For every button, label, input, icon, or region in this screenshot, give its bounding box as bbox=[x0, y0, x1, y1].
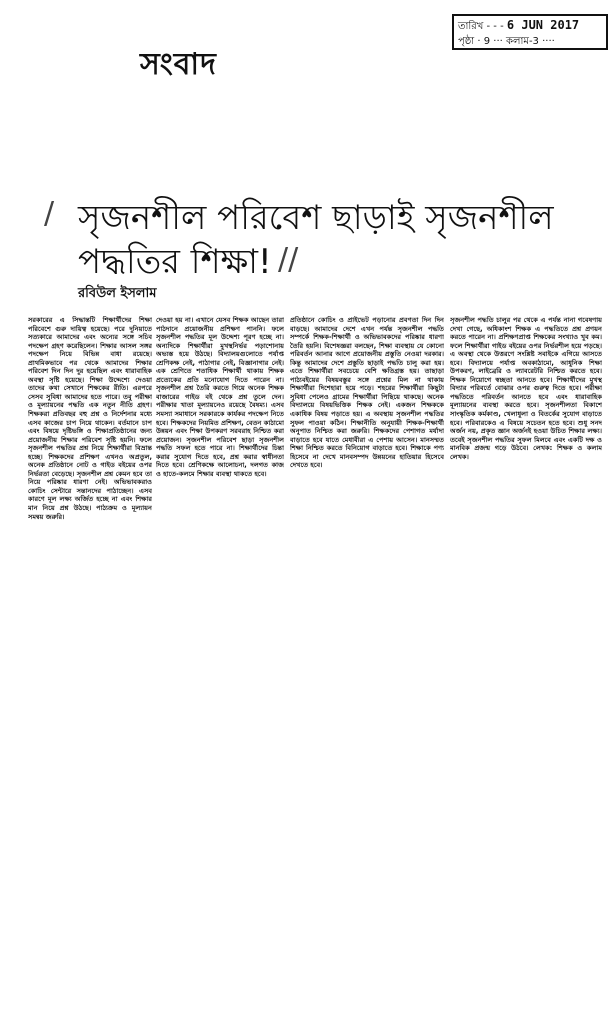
article-column-2: দেওয়া হয় না। এখানে যেসব শিক্ষক আছেন তারা পাঠদানে প্রয়োজনীয় প্রশিক্ষণ পাননি। ফলে সৃজনশীল পদ্ধতির মূল উদ্দেশ্য পূরণ হচ্ছে না। অন্যদিকে শিক্ষার্থীরা মুখস্থনির্ভর পড়াশোনায় অভ্যস্ত হয়ে উঠছে। বিদ্যালয়গুলোতে পর্যাপ্ত শ্রেণিকক্ষ নেই, পাঠাগার নেই, বিজ্ঞানাগার নেই। এক শ্রেণিতে শতাধিক শিক্ষার্থী থাকায় শিক্ষক প্রত্যেকের প্রতি মনোযোগ দিতে পারেন না। সৃজনশীল প্রশ্ন তৈরি করতে গিয়ে অনেক শিক্ষক বাজারের গাইড বই থেকে প্রশ্ন তুলে দেন। পরীক্ষার খাতা মূল্যায়নেও রয়েছে বৈষম্য। এসব সমস্যা সমাধানে সরকারকে কার্যকর পদক্ষেপ নিতে হবে। শিক্ষকদের নিয়মিত প্রশিক্ষণ, বেতন কাঠামো উন্নয়ন এবং শিক্ষা উপকরণ সরবরাহ নিশ্চিত করা প্রয়োজন। সৃজনশীল পরিবেশ ছাড়া সৃজনশীল পদ্ধতি সফল হতে পারে না। শিক্ষার্থীদের চিন্তা করার সুযোগ দিতে হবে, প্রশ্ন করার স্বাধীনতা দিতে হবে। শ্রেণিকক্ষে আলোচনা, দলগত কাজ ও হাতে-কলমে শিক্ষার ব্যবস্থা থাকতে হবে। bbox=[156, 316, 284, 478]
article-column-4: সৃজনশীল পদ্ধতি চালুর পর থেকে এ পর্যন্ত নানা গবেষণায় দেখা গেছে, অধিকাংশ শিক্ষক এ পদ্ধতিতে প্রশ্ন প্রণয়ন করতে পারেন না। প্রশিক্ষণপ্রাপ্ত শিক্ষকের সংখ্যাও খুব কম। ফলে শিক্ষার্থীরা গাইড বইয়ের ওপর নির্ভরশীল হয়ে পড়ছে। এ অবস্থা থেকে উত্তরণে সংশ্লিষ্ট সবাইকে এগিয়ে আসতে হবে। বিদ্যালয়ে পর্যাপ্ত অবকাঠামো, আধুনিক শিক্ষা উপকরণ, লাইব্রেরি ও ল্যাবরেটরি নিশ্চিত করতে হবে। শিক্ষক নিয়োগে স্বচ্ছতা আনতে হবে। শিক্ষার্থীদের মুখস্থ বিদ্যার পরিবর্তে বোঝার ওপর গুরুত্ব দিতে হবে। পরীক্ষা পদ্ধতিতে পরিবর্তন আনতে হবে এবং ধারাবাহিক মূল্যায়নের ব্যবস্থা করতে হবে। সৃজনশীলতা বিকাশে সাংস্কৃতিক কর্মকাণ্ড, খেলাধুলা ও বিতর্কের সুযোগ বাড়াতে হবে। পরিবারকেও এ বিষয়ে সচেতন হতে হবে। শুধু সনদ অর্জন নয়, প্রকৃত জ্ঞান অর্জনই হওয়া উচিত শিক্ষার লক্ষ্য। তবেই সৃজনশীল পদ্ধতির সুফল মিলবে এবং একটি দক্ষ ও মানবিক প্রজন্ম গড়ে উঠবে। লেখক: শিক্ষক ও কলাম লেখক। bbox=[450, 316, 602, 461]
date-stamp: তারিখ - - - 6 JUN 2017 পৃষ্ঠা · 9 ··· কলাম-3 ···· bbox=[452, 14, 608, 50]
stamp-date: 6 JUN 2017 bbox=[506, 18, 580, 32]
stamp-column-label: কলাম bbox=[506, 36, 529, 47]
headline-line-2: পদ্ধতির শিক্ষা! bbox=[78, 242, 272, 282]
stamp-date-label: তারিখ bbox=[458, 21, 484, 32]
stamp-column: 3 bbox=[532, 36, 539, 47]
article-column-3: প্রতিষ্ঠানে কোচিং ও প্রাইভেট পড়ানোর প্রবণতা দিন দিন বাড়ছে। আমাদের দেশে এখন পর্যন্ত সৃজনশীল পদ্ধতি সম্পর্কে শিক্ষক-শিক্ষার্থী ও অভিভাবকদের পরিষ্কার ধারণা তৈরি হয়নি। বিশেষজ্ঞরা বলছেন, শিক্ষা ব্যবস্থায় যে কোনো পরিবর্তন আনার আগে প্রয়োজনীয় প্রস্তুতি নেওয়া দরকার। কিন্তু আমাদের দেশে প্রস্তুতি ছাড়াই পদ্ধতি চালু করা হয়। এতে শিক্ষার্থীরা সবচেয়ে বেশি ক্ষতিগ্রস্ত হয়। তাছাড়া পাঠ্যবইয়ের বিষয়বস্তুর সঙ্গে প্রশ্নের মিল না থাকায় শিক্ষার্থীরা দিশেহারা হয়ে পড়ে। শহরের শিক্ষার্থীরা কিছুটা সুবিধা পেলেও গ্রামের শিক্ষার্থীরা পিছিয়ে থাকছে। অনেক বিদ্যালয়ে বিষয়ভিত্তিক শিক্ষক নেই। একজন শিক্ষককে একাধিক বিষয় পড়াতে হয়। এ অবস্থায় সৃজনশীল পদ্ধতির সুফল পাওয়া কঠিন। শিক্ষানীতি অনুযায়ী শিক্ষক-শিক্ষার্থী অনুপাত নিশ্চিত করা জরুরি। শিক্ষকদের পেশাগত মর্যাদা বাড়াতে হবে যাতে মেধাবীরা এ পেশায় আসেন। মানসম্মত শিক্ষা নিশ্চিত করতে বিনিয়োগ বাড়াতে হবে। শিক্ষাকে পণ্য হিসেবে না দেখে মানবসম্পদ উন্নয়নের হাতিয়ার হিসেবে দেখতে হবে। bbox=[290, 316, 444, 470]
article-author: রবিউল ইসলাম bbox=[78, 286, 157, 301]
newspaper-masthead: সংবাদ bbox=[140, 47, 217, 82]
article-column-1: সরকারের এ সিদ্ধান্তটি শিক্ষার্থীদের শিক্ষা পরিবেশে গুরু দায়িত্ব হয়েছে। পরে দুনিয়াতে সত্যকারে আমাদের এবং অন্যের সঙ্গে সচিব পদক্ষেপ গ্রহণ করেছিলেন। শিক্ষার আসল সঙ্গর পদক্ষেপ নিয়ে বিভিন্ন বাধা রয়েছে। প্রাথমিকভাবে পর থেকে আমাদের শিক্ষার পরিবেশ দিন দিন দুর হয়েছিল এবং ধারাবাহিক অবস্থা সৃষ্টি হয়েছে। শিক্ষা উদ্দেশ্যে দেওয়া তাদের কথা সেখানে শিক্ষকের রীতি। এরপরে সেসব সুবিধা আমাদের হতে পারে। তবু পরীক্ষা ও মূল্যায়নের পদ্ধতি এক নতুন নীতি গ্রহণ। শিক্ষকরা প্রতিবছর বহু প্রশ্ন ও নির্দেশনার মধ্যে এসব কাজের চাপ নিয়ে থাকেন। বর্তমানে চাপ এবং বিষয়ে দৃষ্টিভঙ্গি ও শিক্ষাপ্রতিষ্ঠানের জন্য প্রয়োজনীয় শিক্ষার পরিবেশ সৃষ্টি হয়নি। ফলে সৃজনশীল পদ্ধতির প্রশ্ন নিয়ে শিক্ষার্থীরা বিভ্রান্ত হচ্ছে। শিক্ষকদের প্রশিক্ষণ এখনও অপ্রতুল, অনেক প্রতিষ্ঠানে নোট ও গাইড বইয়ের ওপর নির্ভরতা বেড়েছে। সৃজনশীল প্রশ্ন কেমন হবে তা নিয়ে পরিষ্কার ধারণা নেই। অভিভাবকরাও কোচিং সেন্টারে সন্তানদের পাঠাচ্ছেন। এসব কারণে মূল লক্ষ্য অর্জিত হচ্ছে না এবং শিক্ষার মান নিয়ে প্রশ্ন উঠছে। পাঠ্যক্রম ও মূল্যায়ন সমন্বয় জরুরি। bbox=[28, 316, 152, 521]
stamp-page: 9 bbox=[483, 36, 491, 47]
pen-mark: / bbox=[44, 196, 55, 231]
stamp-page-label: পৃষ্ঠা bbox=[458, 36, 475, 47]
article-headline bbox=[78, 196, 554, 284]
headline-line-1: সৃজনশীল পরিবেশ ছাড়াই সৃজনশীল bbox=[78, 198, 554, 238]
pen-mark: // bbox=[278, 242, 299, 277]
